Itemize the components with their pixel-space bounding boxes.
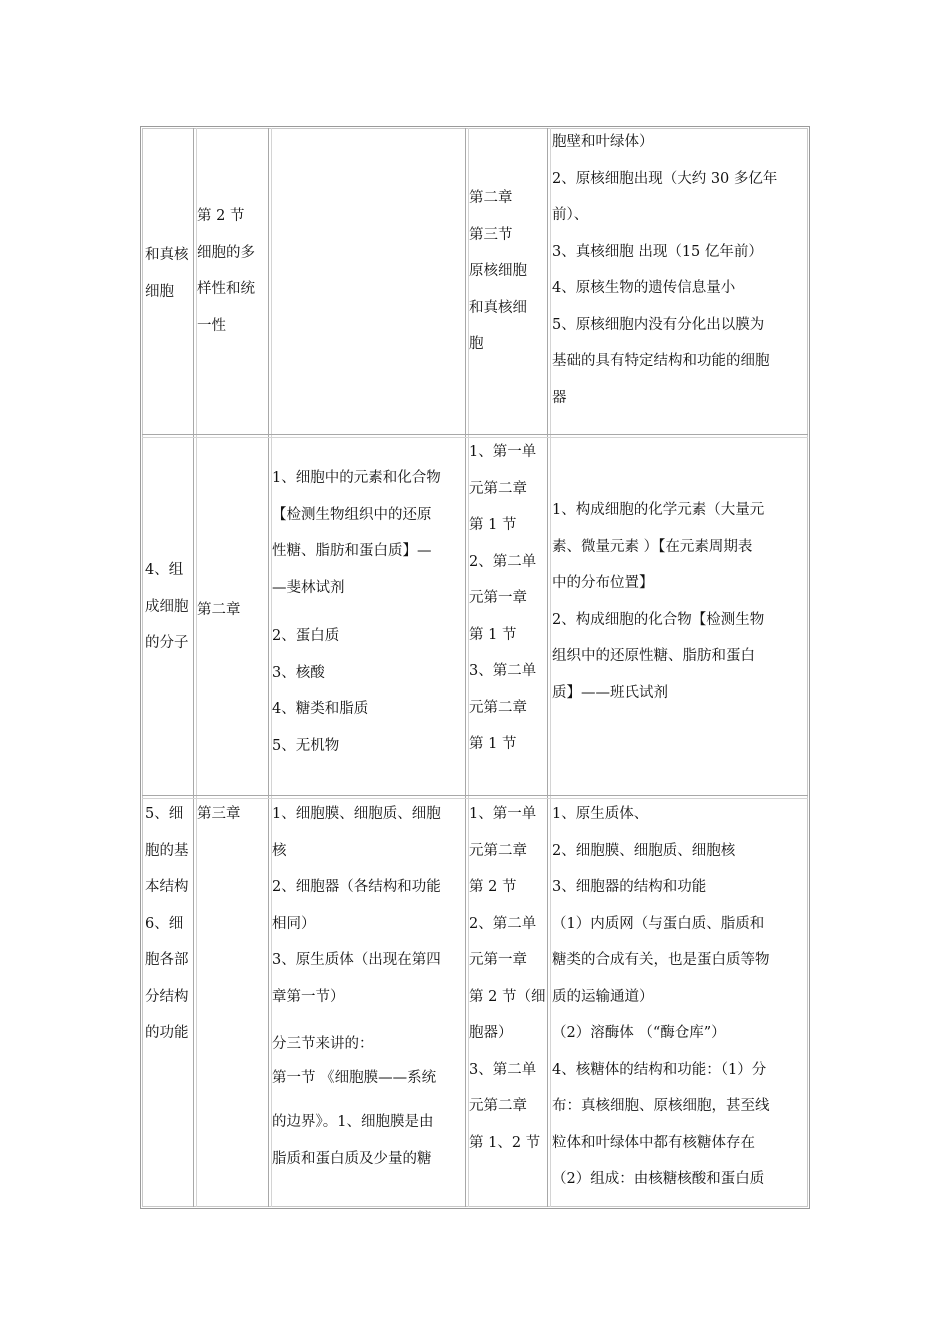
ref-line: 元第二章 [469, 842, 527, 859]
detail-line: （2）组成：由核糖核酸和蛋白质 [552, 1171, 765, 1187]
topic-line: 5、细 [145, 806, 184, 822]
detail-line: （1）内质网（与蛋白质、脂质和 [552, 915, 765, 932]
detail-line: 1、原生质体、 [552, 806, 649, 822]
topic-line: 分结构 [145, 988, 189, 1005]
ref-line: 第 2 节（细 [469, 988, 546, 1005]
ref-line: 1、第一单 [469, 806, 537, 822]
detail-cell [552, 492, 764, 711]
section-cell [197, 198, 255, 344]
ref-line: 胞器） [469, 1025, 513, 1041]
content-line: 3、核酸 [272, 664, 325, 681]
ref-cell [469, 796, 545, 1161]
content-cell [272, 1027, 436, 1095]
ref-line: 2、第二单 [469, 915, 537, 932]
content-line: 核 [272, 842, 287, 859]
detail-line: 中的分布位置】 [552, 575, 654, 591]
detail-line: 3、细胞器的结构和功能 [552, 879, 707, 895]
ref-line: 1、第一单 [469, 444, 537, 460]
content-line: 2、细胞器（各结构和功能 [272, 879, 441, 895]
topic-line: 6、细 [145, 915, 184, 932]
ref-line: 原核细胞 [469, 263, 527, 279]
detail-line: 1、构成细胞的化学元素（大量元 [552, 502, 765, 518]
section-line: 第二章 [197, 602, 241, 618]
ref-line: 第三节 [469, 226, 513, 243]
content-line: 3、原生质体（出现在第四 [272, 952, 441, 968]
content-cell [272, 1104, 433, 1177]
detail-line: 糖类的合成有关，也是蛋白质等物 [552, 952, 770, 968]
topic-line: 本结构 [145, 879, 189, 895]
content-line: 4、糖类和脂质 [272, 701, 369, 717]
ref-line: 3、第二单 [469, 663, 537, 679]
detail-line: 3、真核细胞 出现（15 亿年前） [552, 243, 763, 260]
content-line: 脂质和蛋白质及少量的糖 [272, 1150, 432, 1167]
content-line: —斐林试剂 [272, 579, 345, 596]
detail-line: 基础的具有特定结构和功能的细胞 [552, 353, 770, 369]
content-line: 相同） [272, 915, 316, 932]
ref-line: 元第一章 [469, 952, 527, 968]
section-line: 第三章 [197, 806, 241, 822]
section-cell [197, 796, 241, 833]
detail-line: （2）溶酶体 （“酶仓库”） [552, 1025, 726, 1041]
content-line: 5、无机物 [272, 737, 340, 754]
ref-line: 元第二章 [469, 480, 527, 497]
content-line: 分三节来讲的： [272, 1036, 374, 1052]
detail-line: 4、原核生物的遗传信息量小 [552, 280, 736, 296]
ref-line: 第 2 节 [469, 879, 517, 895]
content-line: 第一节 《细胞膜——系统 [272, 1070, 437, 1086]
ref-line: 2、第二单 [469, 553, 537, 570]
ref-line: 胞 [469, 336, 484, 352]
column-divider [547, 128, 548, 1207]
ref-line: 第 1、2 节 [469, 1134, 541, 1151]
section-line: 细胞的多 [197, 244, 255, 261]
content-line: 1、细胞膜、细胞质、细胞 [272, 806, 441, 822]
content-cell [272, 618, 368, 764]
ref-line: 3、第二单 [469, 1061, 537, 1078]
column-divider [465, 128, 466, 1207]
ref-line: 元第二章 [469, 1098, 527, 1114]
topic-line: 的分子 [145, 635, 189, 651]
ref-line: 元第二章 [469, 699, 527, 716]
detail-line: 4、核糖体的结构和功能：（1）分 [552, 1061, 767, 1078]
content-line: 性糖、脂肪和蛋白质】— [272, 543, 432, 559]
content-line: 的边界》。1、细胞膜是由 [272, 1114, 434, 1130]
topic-line: 成细胞 [145, 598, 189, 615]
detail-cell [552, 796, 770, 1198]
ref-line: 第二章 [469, 190, 513, 206]
ref-cell [469, 434, 536, 763]
ref-line: 第 1 节 [469, 736, 517, 752]
topic-line: 胞各部 [145, 952, 189, 968]
ref-cell [469, 180, 527, 363]
detail-line: 胞壁和叶绿体） [552, 134, 654, 150]
column-divider [550, 128, 551, 1207]
detail-line: 素、微量元素 ）【在元素周期表 [552, 538, 753, 555]
ref-line: 第 1 节 [469, 626, 517, 643]
content-line: 章第一节） [272, 988, 345, 1005]
detail-cell [552, 124, 777, 416]
content-line: 【检测生物组织中的还原 [272, 506, 432, 523]
ref-line: 和真核细 [469, 299, 527, 316]
section-cell [197, 592, 241, 629]
content-line: 2、蛋白质 [272, 628, 340, 644]
content-line: 1、细胞中的元素和化合物 [272, 470, 441, 486]
detail-line: 组织中的还原性糖、脂肪和蛋白 [552, 648, 755, 664]
section-line: 一性 [197, 317, 226, 334]
topic-line: 的功能 [145, 1025, 189, 1041]
detail-line: 布：真核细胞、原核细胞，甚至线 [552, 1098, 770, 1114]
ref-line: 元第一章 [469, 590, 527, 606]
section-line: 样性和统 [197, 281, 255, 297]
topic-cell [145, 552, 189, 662]
ref-line: 第 1 节 [469, 517, 517, 533]
topic-line: 细胞 [145, 283, 174, 300]
detail-line: 质】——班氏试剂 [552, 684, 668, 701]
topic-line: 胞的基 [145, 842, 189, 859]
detail-line: 2、细胞膜、细胞质、细胞核 [552, 842, 736, 859]
detail-line: 5、原核细胞内没有分化出以膜为 [552, 316, 765, 333]
topic-cell [145, 796, 189, 1052]
column-divider [193, 128, 194, 1207]
section-line: 第 2 节 [197, 208, 245, 224]
detail-line: 2、原核细胞出现（大约 30 多亿年 [552, 170, 778, 187]
topic-line: 4、组 [145, 562, 184, 578]
detail-line: 器 [552, 389, 567, 406]
detail-line: 前）、 [552, 207, 589, 223]
topic-line: 和真核 [145, 247, 189, 263]
detail-line: 质的运输通道） [552, 988, 654, 1005]
topic-cell [145, 237, 189, 310]
detail-line: 粒体和叶绿体中都有核糖体存在 [552, 1134, 755, 1151]
content-cell [272, 796, 441, 1015]
detail-line: 2、构成细胞的化合物【检测生物 [552, 611, 765, 628]
content-cell [272, 460, 441, 606]
column-divider [268, 128, 269, 1207]
